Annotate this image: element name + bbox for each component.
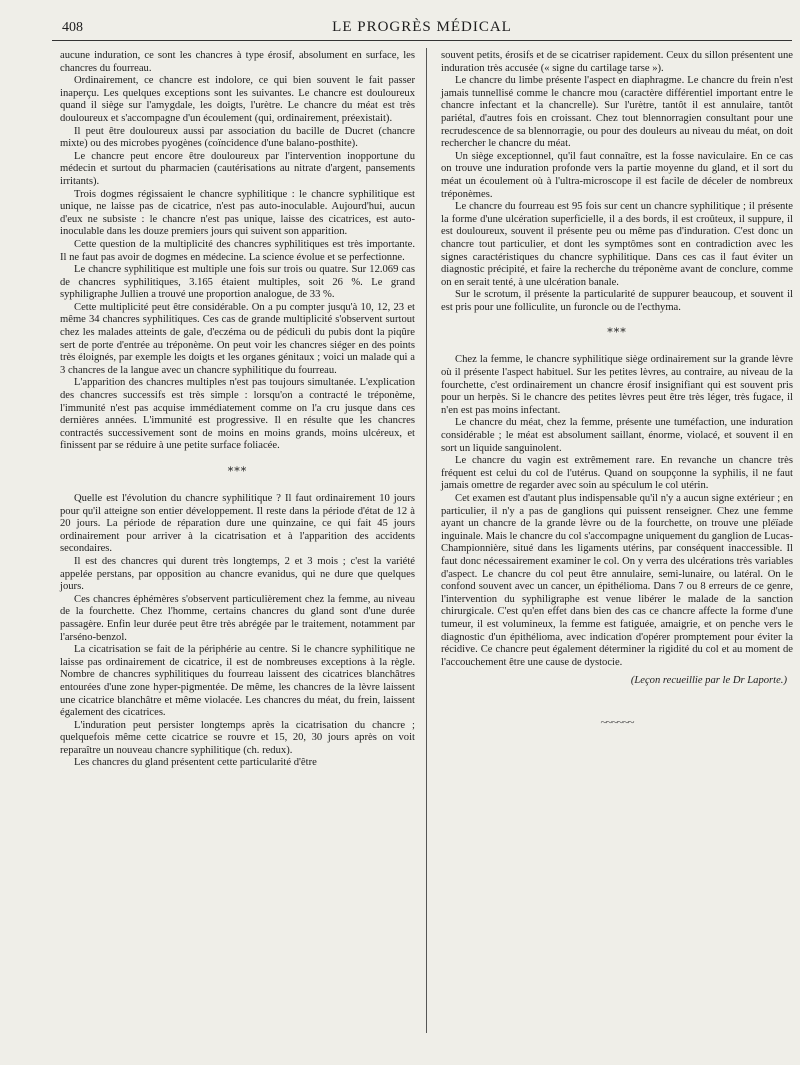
paragraph: Le chancre du méat, chez la femme, présente une tuméfaction, une induration considérable ; le méat est absolument saillant, énorme, violacé, et souvent il en sort un liquide sanguinolent. [441,417,793,454]
paragraph: Cette multiplicité peut être considérable. On a pu compter jusqu'à 10, 12, 23 et même 34 chancres syphilitiques. Ces cas de grande multiplicité s'observent surtout chez les malades atteints de gale, d'eczéma ou de pédiculi du pubis dont la piqûre sert de porte d'entrée au tréponème. On peut voir les chancres siéger en des points très éloignés, par exemple les doigts et les organes génitaux ; voici un malade qui a 3 chancres de la langue avec un chancre syphilitique du fourreau. [60,301,415,376]
paragraph: Ces chancres éphémères s'observent particulièrement chez la femme, au niveau de la fourchette. Chez l'homme, certains chancres du gland sont d'une durée passagère. Enfin leur durée peut être très abrégée par le traitement, notamment par l'arséno-benzol. [60,593,415,643]
left-column [60,50,415,770]
paragraph: Chez la femme, le chancre syphilitique siège ordinairement sur la grande lèvre où il présente l'aspect habituel. Sur les petites lèvres, au contraire, au niveau de la fourchette, c'est ordinairement un chancre érosif insignifiant qui est souvent pris pour un herpès. Si le chancre des petites lèvres peut être très léger, très fugace, il n'en est pas moins infectant. [441,354,793,416]
paragraph: souvent petits, érosifs et de se cicatriser rapidement. Ceux du sillon présentent une induration très accusée (« signe du cartilage tarse »). [441,50,793,74]
paragraph: Il peut être douloureux aussi par association du bacille de Ducret (chancre mixte) ou des microbes pyogènes (coïncidence d'une balano-posthite). [60,125,415,150]
paragraph: Ordinairement, ce chancre est indolore, ce qui bien souvent le fait passer inaperçu. Les quelques exceptions sont les suivantes. Le chancre est douloureux quand il siège sur l'amygdale, les doigts, l'urètre. Le chancre du méat est très douloureux et s'accompagne d'un écoulement (qui, ordinairement, préexistait). [60,75,415,124]
paragraph: Quelle est l'évolution du chancre syphilitique ? Il faut ordinairement 10 jours pour qu'il atteigne son entier développement. Il reste dans la période d'état de 12 à 20 jours. La période de réparation dure une quinzaine, ce qui fait 45 jours ordinairement pour arriver à la cicatrisation et à l'apparition des accidents secondaires. [60,493,415,555]
paragraph: aucune induration, ce sont les chancres à type érosif, absolument en surface, les chancres du fourreau. [60,50,415,74]
paragraph: Le chancre syphilitique est multiple une fois sur trois ou quatre. Sur 12.069 cas de chancres syphilitiques, 3.165 étaient multiples, soit 26 %. Le grand syphiligraphe Jullien a trouvé une proportion analogue, de 33 %. [60,264,415,301]
paragraph: L'apparition des chancres multiples n'est pas toujours simultanée. L'explication des chancres successifs est très simple : lorsqu'on a contracté le tréponème, l'immunité n'est pas acquise immédiatement comme on l'a cru jusque dans ces dernières années. L'immunité est progressive. Il en résulte que les chancres contractés successivement sont de moins en moins grands, moins ulcéreux, et finissent par se réduire à une petite surface foliacée. [60,377,415,452]
paragraph: La cicatrisation se fait de la périphérie au centre. Si le chancre syphilitique ne laisse pas ordinairement de cicatrice, il est de nombreuses exceptions à la règle. Nombre de chancres syphilitiques du fourreau laissent des cicatrices blanchâtres entourées d'une zone hyper-pigmentée. De même, les chancres de la lèvre laissent une cicatrice blanchâtre et même violacée. Les chancres du méat, du frein, laissent également des cicatrices. [60,644,415,719]
end-flourish: ~~~~~~ [600,714,634,729]
right-column [441,50,793,729]
journal-title: LE PROGRÈS MÉDICAL [332,19,512,35]
signature: (Leçon recueillie par le Dr Laporte.) [630,675,787,687]
paragraph: Le chancre peut encore être douloureux par l'intervention inopportune du médecin et surtout du pharmacien (cautérisations au nitrate d'argent, pansements irritants). [60,150,415,187]
column-divider [426,48,427,1033]
paragraph: Le chancre du limbe présente l'aspect en diaphragme. Le chancre du frein n'est jamais tunnellisé comme le chancre mou (caractère différentiel important entre le chancre infectant et la chancrelle). Sur l'urètre, tantôt il est annulaire, tantôt pariétal, d'autres fois en croissant. Chez tout blennorragien consultant pour une recrudescence de sa blennorragie, ou pour des douleurs au niveau du méat, on doit rechercher le chancre du méat. [441,75,793,150]
paragraph: Il est des chancres qui durent très longtemps, 2 et 3 mois ; c'est la variété appelée perstans, par opposition au chancre evanidus, qui ne dure que quelques jours. [60,555,415,593]
section-separator: ⁎⁎⁎ [607,323,627,336]
paragraph: Sur le scrotum, il présente la particularité de suppurer beaucoup, et souvent il est pris pour une folliculite, un furoncle ou de l'ecthyma. [441,289,793,313]
paragraph: Cet examen est d'autant plus indispensable qu'il n'y a aucun signe extérieur ; en particulier, il n'y a pas de ganglions qui puissent renseigner. Chez une femme ayant un chancre de la grande lèvre ou de la fourchette, on trouve une pléïade inguinale. Mais le chancre du col s'accompagne uniquement du ganglion de Lucas-Championnière, situé dans les ligaments utérins, par conséquent inaccessible. Il faut donc nécessairement examiner le col. On y verra des ulcérations très variables d'aspect. Le chancre du col peut être annulaire, semi-lunaire, ou latéral. On le confond souvent avec un cancer, un épithélioma. Dans 7 ou 8 erreurs de ce genre, l'intervention du syphiligraphe est venue libérer le malade de la sanction chirurgicale. C'est qu'en effet dans bien des cas ce chancre affecte la forme d'une tumeur, il est volumineux, la femme est fatiguée, amaigrie, et on penche vers le diagnostic d'un épithélioma, avec indication d'opérer promptement pour éviter la récidive. Ce chancre peut également déterminer la rigidité du col et au moment de l'accouchement être une cause de dystocie. [441,493,793,668]
paragraph: Le chancre du vagin est extrêmement rare. En revanche un chancre très fréquent est celui du col de l'utérus. Quand on soupçonne la syphilis, il ne faut jamais omettre de regarder avec soin au spéculum le col utérin. [441,455,793,492]
paragraph: Trois dogmes régissaient le chancre syphilitique : le chancre syphilitique est unique, ne laisse pas de cicatrice, n'est pas auto-inoculable. Aujourd'hui, aucun d'eux ne subsiste : le chancre n'est pas unique, laisse des cicatrices, est auto-inoculable dans les douze premiers jours qui suivent son apparition. [60,188,415,238]
paragraph: Cette question de la multiplicité des chancres syphilitiques est très importante. Il ne faut pas avoir de dogmes en médecine. La science évolue et se perfectionne. [60,238,415,263]
page-header [52,18,792,41]
page-number: 408 [62,20,83,35]
paragraph: Le chancre du fourreau est 95 fois sur cent un chancre syphilitique ; il présente la forme d'une ulcération superficielle, il a des bords, il est croûteux, il suppure, il est douloureux, souvent il présente peu ou même pas d'induration. C'est donc un chancre tout particulier, et dont les symptômes sont en contradiction avec les signes caractéristiques du chancre syphilitique. Dans ces cas il faut éviter un diagnostic précipité, et faire la recherche du tréponème avant de conclure, comme on en serait tenté, à une ulcération banale. [441,201,793,288]
paragraph: Un siège exceptionnel, qu'il faut connaître, est la fosse naviculaire. En ce cas on trouve une induration profonde vers la partie moyenne du gland, et il sort du méat un écoulement où à l'ultra-microscope il est facile de déceler de nombreux tréponèmes. [441,150,793,200]
paragraph: Les chancres du gland présentent cette particularité d'être [74,757,317,769]
section-separator: ⁎⁎⁎ [227,462,248,474]
paragraph: L'induration peut persister longtemps après la cicatrisation du chancre ; quelquefois même cette cicatrice se rouvre et 15, 20, 30 jours après on voit reparaître un nouveau chancre syphilitique (ch. redux). [60,719,415,756]
